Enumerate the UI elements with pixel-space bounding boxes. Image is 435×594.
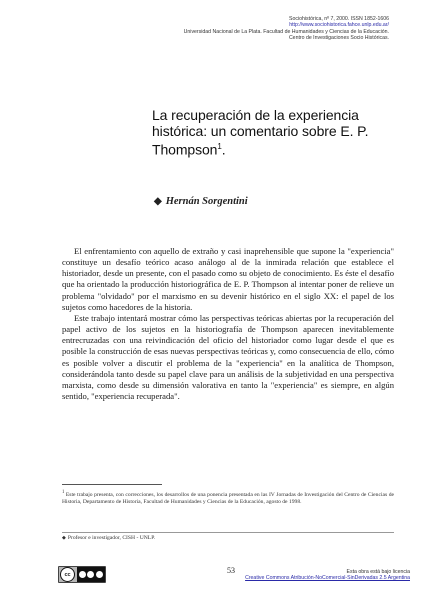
license-notice <box>150 569 410 582</box>
noncommercial-icon <box>87 571 94 578</box>
cc-conditions-strip <box>77 567 105 582</box>
journal-header <box>59 16 389 41</box>
affiliation-text: Profesor e investigador, CISH - UNLP. <box>67 535 156 541</box>
university-line: Universidad Nacional de La Plata. Facultad de Humanidades y Ciencias de la Educación. <box>183 28 389 35</box>
journal-url-link[interactable]: http://www.sociohistorica.fahce.unlp.edu.ar/ <box>289 22 389 29</box>
license-line: Esta obra está bajo licencia <box>346 569 410 575</box>
author-affiliation <box>62 535 394 541</box>
diamond-icon: ◆ <box>154 196 162 207</box>
title-line-3-text: Thompson <box>152 141 218 158</box>
affiliation-divider <box>62 532 394 533</box>
author-name: Hernán Sorgentini <box>165 196 248 207</box>
diamond-icon: ◆ <box>62 536 66 541</box>
title-line-2: histórica: un comentario sobre E. P. <box>152 123 369 139</box>
footnote-mark: 1 <box>62 490 65 495</box>
title-line-3 <box>152 139 422 158</box>
body-paragraph-2: Este trabajo intentará mostrar cómo las perspectivas teóricas abiertas por la recuperación del papel activo de los sujetos en la historiografía de Thompson aparecen inevitablemente entrecruzadas con una reivindicación del oficio del historiador como lugar desde el que es posible la construcción de esas nuevas perspectivas teóricas y, como consecuencia de ello, cómo es posible volver a discutir el problema de la "experiencia" en la analítica de Thompson, considerándola tanto desde su papel clave para un análisis de la subjetividad en una perspectiva marxista, como desde su dimensión valorativa en tanto la "experiencia" es siempre, en algún sentido, "experiencia recuperada". <box>62 312 394 402</box>
title-footnote-mark: 1 <box>217 142 222 151</box>
journal-citation: Sociohistórica, nº 7, 2000. ISSN 1852-1606 <box>289 16 389 22</box>
article-body <box>62 246 394 402</box>
creative-commons-badge[interactable] <box>58 566 106 583</box>
title-end-period: . <box>221 141 226 158</box>
attribution-icon <box>79 571 86 578</box>
author-line <box>154 196 248 207</box>
noderivatives-icon <box>96 571 103 578</box>
footnote-divider <box>62 484 162 485</box>
cc-logo-icon: cc <box>60 567 75 582</box>
research-center-line: Centro de Investigaciones Socio Históricas. <box>288 34 389 41</box>
body-paragraph-1: El enfrentamiento con aquello de extraño y casi inaprehensible que supone la "experiencia" constituye un desafío teórico acaso análogo al de la inmirada relación que establece el historiador, desde un presente, con el pasado como su objeto de conocimiento. Es éste el desafío que ha orientado la producción historiográfica de E. P. Thompson al intentar poner de relieve un problema "olvidado" por el marxismo en su devenir histórico en el siglo XX: el papel de los sujetos como hacedores de la historia. <box>62 246 394 312</box>
license-link[interactable]: Creative Commons Atribución-NoComercial-SinDerivadas 2.5 Argentina <box>245 575 410 582</box>
title-line-1: La recuperación de la experiencia <box>152 107 359 123</box>
page-number: 53 <box>227 566 235 575</box>
footnote-text: Este trabajo presenta, con correcciones, los desarrollos de una ponencia presentada en las IV Jornadas de Investigación del Centro de Ciencias de Historia, Departamento de Historia, Facultad de Humanidades y Ciencias de la Educación, agosto de 1998. <box>62 491 394 506</box>
footnote <box>62 489 394 506</box>
article-title <box>152 107 422 158</box>
